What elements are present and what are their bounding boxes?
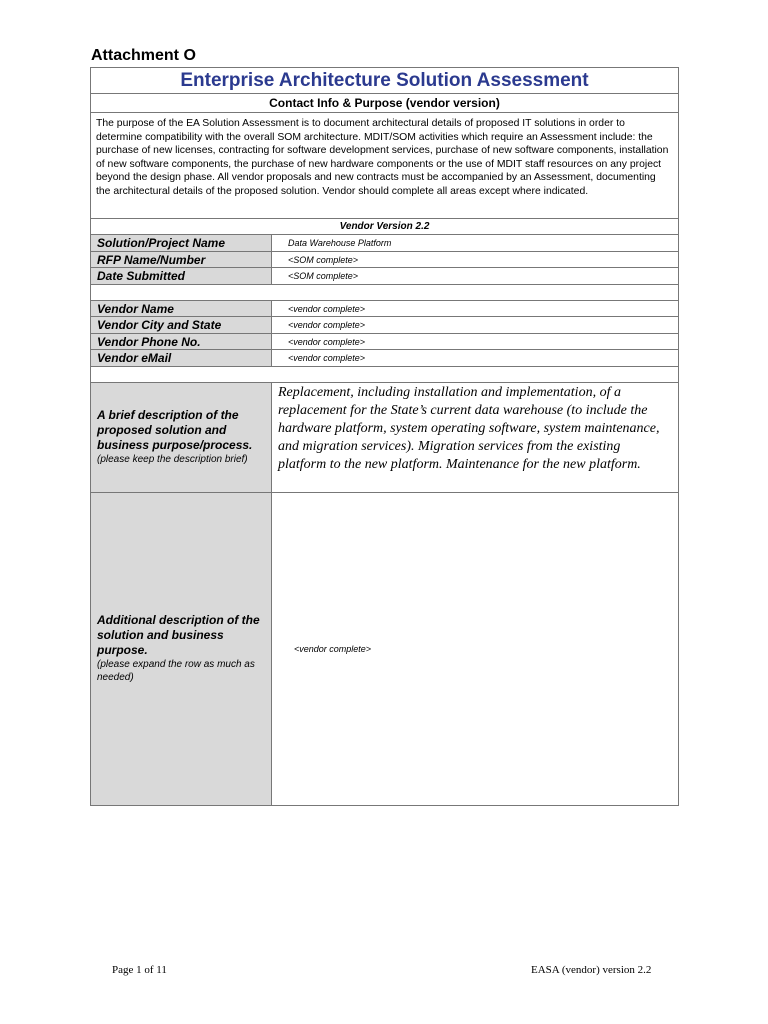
vendor-city-value[interactable]: <vendor complete> [288,320,366,330]
purpose-text: The purpose of the EA Solution Assessment is to document architectural details of proposed IT solutions in order to determine compatibility with the overall SOM architecture. MDIT/SOM activities which require an Assessment include: the purchase of new licenses, contracting for software development services, purchase of new software components, installation of new software components, the purchase of new hardware components or the use of MDIT staff resources on any project beyond the design phase. All vendor proposals and new contracts must be accompanied by an Assessment, documenting the architectural details of the proposed solution. Vendor should complete all areas except where indicated. [91,113,678,219]
vendor-email-value[interactable]: <vendor complete> [288,353,366,363]
additional-value-text: <vendor complete> [294,643,372,654]
field-label: RFP Name/Number [91,252,272,268]
field-label: Vendor Phone No. [91,334,272,350]
additional-label-note: (please expand the row as much as needed) [97,659,255,683]
solution-name-value[interactable]: Data Warehouse Platform [288,238,392,248]
vendor-phone-value[interactable]: <vendor complete> [288,336,366,347]
field-label: Vendor City and State [91,317,272,333]
page-number: Page 1 of 11 [112,964,167,976]
vendor-version: Vendor Version 2.2 [91,219,678,235]
field-row-vendor-city [91,317,678,334]
attachment-label: Attachment O [91,47,196,64]
form-title: Enterprise Architecture Solution Assessment [91,68,678,94]
field-row-date-submitted [91,268,678,285]
form-subtitle: Contact Info & Purpose (vendor version) [91,94,678,113]
field-label: Vendor eMail [91,350,272,366]
field-row-solution-name [91,235,678,252]
spacer-row [91,285,678,301]
additional-description-row [91,493,678,805]
field-row-vendor-name [91,301,678,318]
rfp-value[interactable]: <SOM complete> [288,254,359,265]
date-submitted-value[interactable]: <SOM complete> [288,271,359,281]
assessment-form [90,67,679,806]
field-label: Solution/Project Name [91,235,272,251]
additional-description-value[interactable] [272,493,678,805]
document-version: EASA (vendor) version 2.2 [531,964,652,976]
field-label: Vendor Name [91,301,272,317]
spacer-row [91,367,678,383]
brief-label-note: (please keep the description brief) [97,454,248,465]
vendor-name-value[interactable]: <vendor complete> [288,303,366,314]
field-label: Date Submitted [91,268,272,284]
additional-label-text: Additional description of the solution and business purpose. [97,613,260,657]
brief-description-row [91,383,678,493]
brief-description-value[interactable]: Replacement, including installation and implementation, of a replacement for the State’s current data warehouse (to include the hardware platform, system operating software, system maintenance, and migration services). Migration services from the existing platform to the new platform. Maintenance for the new platform. [278,384,660,472]
brief-description-label [91,383,272,492]
brief-label-text: A brief description of the proposed solution and business purpose/process. [97,408,253,452]
field-row-vendor-phone [91,334,678,351]
field-row-vendor-email [91,350,678,367]
additional-description-label [91,493,272,805]
field-row-rfp [91,252,678,269]
